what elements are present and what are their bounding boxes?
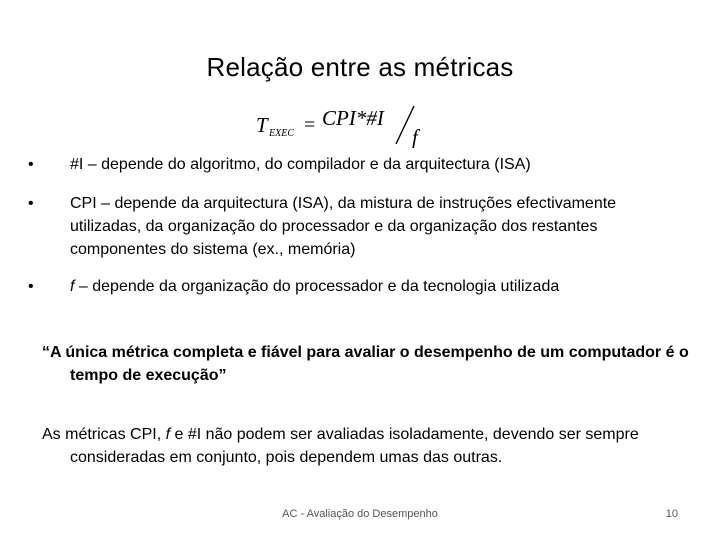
formula-t: T xyxy=(256,113,268,137)
bullet-item-cpi xyxy=(28,192,678,261)
bullet-marker: • xyxy=(28,156,34,173)
formula-exec-subscript: EXEC xyxy=(269,128,294,139)
quote-paragraph: “A única métrica completa e fiável para avaliar o desempenho de um computador é o tempo de execução” xyxy=(42,344,689,384)
conclusion-italic-f: f xyxy=(165,426,171,443)
bullet-marker: • xyxy=(28,278,34,295)
conclusion-paragraph xyxy=(42,423,710,469)
bullet-text-line xyxy=(70,275,678,298)
footer-title: AC - Avaliação do Desempenho xyxy=(282,508,438,520)
formula-denominator: f xyxy=(412,125,418,148)
conclusion-text-end: e #I não podem ser avaliadas isoladamente, devendo ser sempre consideradas em conjunto, pois dependem umas das outras. xyxy=(70,426,639,466)
formula-equals: = xyxy=(304,114,316,136)
conclusion-text-start: As métricas CPI, xyxy=(42,426,166,443)
slide-title: Relação entre as métricas xyxy=(206,52,514,82)
bullet-item-frequency xyxy=(28,275,678,298)
bullet-marker: • xyxy=(28,195,34,212)
page-number: 10 xyxy=(665,508,678,520)
bullet-text: – depende da organização do processador e da tecnologia utilizada xyxy=(74,278,560,295)
bullet-text: #I – depende do algoritmo, do compilador e da arquitectura (ISA) xyxy=(70,156,531,173)
exec-time-formula xyxy=(254,100,429,148)
bullet-text: CPI – depende da arquitectura (ISA), da mistura de instruções efectivamente utilizadas, da organização do processador e da organização dos restantes componentes do sistema (ex., memória) xyxy=(70,195,617,258)
bullet-italic-f: f xyxy=(70,278,75,295)
formula-numerator: CPI*#I xyxy=(322,106,384,130)
bullet-item-instruction-count xyxy=(28,153,678,176)
